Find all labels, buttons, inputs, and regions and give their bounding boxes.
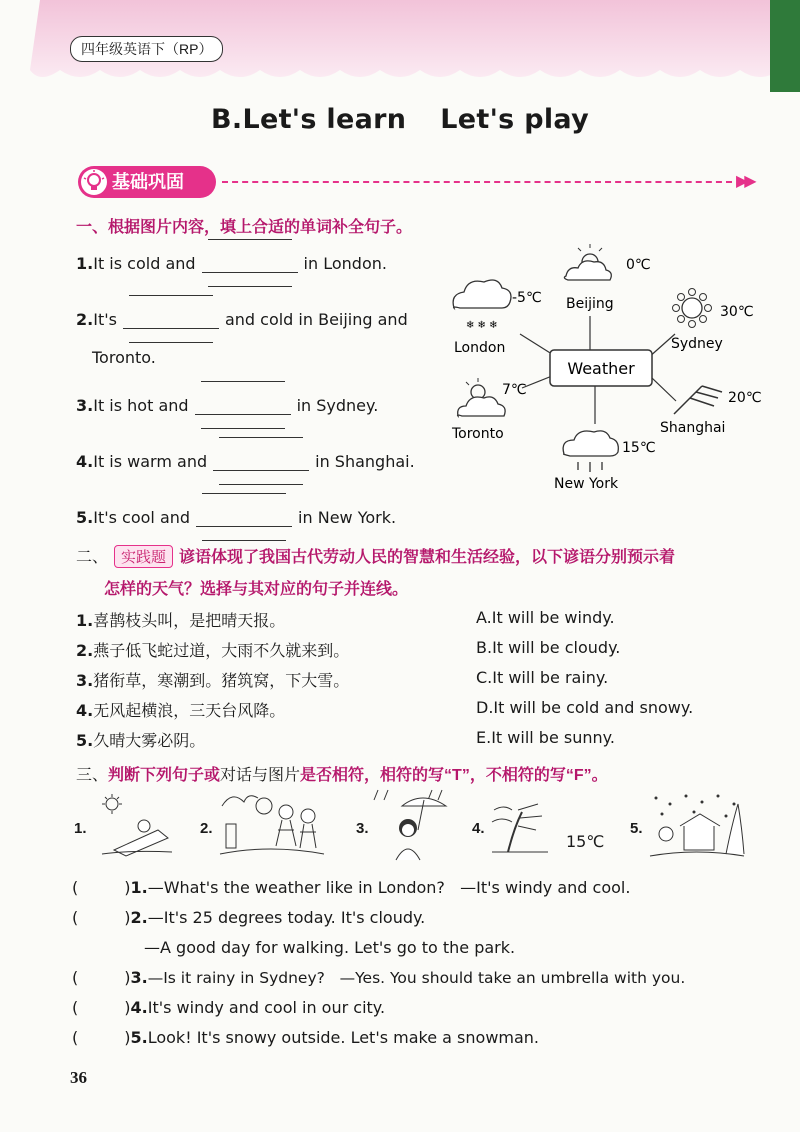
weather-option[interactable] — [476, 728, 615, 747]
option-letter: A. — [476, 608, 492, 627]
option-letter: D. — [476, 698, 494, 717]
proverb-text: 久晴大雾必阴。 — [93, 731, 206, 750]
toronto-sun-cloud-icon — [458, 378, 506, 416]
answer-blank[interactable] — [196, 509, 292, 527]
weather-option[interactable] — [476, 698, 693, 717]
item-number: 4. — [130, 998, 148, 1017]
section-badge: 基础巩固 — [78, 166, 216, 198]
beijing-sun-cloud-icon — [564, 244, 611, 280]
statement-text: —Is it rainy in Sydney? —Yes. You should take an umbrella with you. — [147, 969, 686, 987]
new-york-label: New York — [554, 476, 619, 492]
paren-close: ) — [124, 968, 131, 987]
q2-heading-cont: 怎样的天气？选择与其对应的句子并连线。 — [104, 581, 409, 598]
pic-number: 2. — [200, 820, 213, 837]
q2-label-line1: 谚语体现了我国古代劳动人民的智慧和生活经验，以下谚语分别预示着 — [179, 549, 676, 566]
weather-option[interactable] — [476, 638, 620, 657]
shanghai-temp: 20℃ — [728, 390, 762, 406]
item-text: in Sydney. — [296, 396, 379, 415]
sydney-sun-icon — [673, 289, 712, 328]
proverb-text: 燕子低飞蛇过道，大雨不久就来到。 — [93, 641, 350, 660]
option-letter: E. — [476, 728, 492, 747]
q2-heading — [76, 544, 675, 568]
item-text: in Shanghai. — [315, 452, 415, 471]
item-number: 1. — [130, 878, 148, 897]
windy-tree-picture — [488, 790, 552, 856]
option-text: It will be windy. — [491, 608, 615, 627]
proverb-text: 猪衔草，寒潮到。猪筑窝，下大雪。 — [93, 671, 350, 690]
q3-label-b: 对话与图片 — [220, 767, 301, 784]
proverb-text: 无风起横浪，三天台风降。 — [93, 701, 286, 720]
item-number: 5. — [130, 1028, 148, 1047]
option-letter: C. — [476, 668, 493, 687]
new-york-rain-cloud-icon — [563, 431, 618, 472]
pic4-temp: 15℃ — [566, 832, 605, 851]
q3-label-c: 是否相符，相符的写“T”，不相符的写“F”。 — [300, 767, 608, 784]
statement-row — [72, 1028, 539, 1047]
proverb-text: 喜鹊枝头叫，是把晴天报。 — [93, 611, 286, 630]
item-text: It's cool and — [93, 508, 191, 527]
q1-item-3 — [76, 396, 378, 415]
item-text: and cold in Beijing and — [224, 310, 408, 329]
toronto-temp: 7℃ — [502, 382, 527, 398]
paren-close: ) — [124, 1028, 131, 1047]
shanghai-label: Shanghai — [660, 420, 726, 436]
proverb-item — [76, 638, 349, 661]
item-number: 4. — [76, 452, 94, 471]
q3-label-a: 判断下列句子或 — [108, 767, 221, 784]
statement-text: —It's 25 degrees today. It's cloudy. — [147, 908, 426, 927]
statement-cont: —A good day for walking. Let's go to the park. — [144, 938, 516, 957]
q2-number: 二、 — [76, 549, 109, 566]
children-walking-picture — [216, 786, 328, 862]
pic-number: 3. — [356, 820, 369, 837]
q1-item-2-cont: Toronto. — [92, 348, 156, 367]
paren-open: ( — [72, 908, 79, 927]
answer-blank[interactable] — [202, 255, 298, 273]
weather-option[interactable] — [476, 608, 615, 627]
proverb-item — [76, 728, 205, 751]
arrows-icon: ▶▶ — [736, 173, 753, 190]
q1-item-5 — [76, 508, 396, 527]
answer-blank[interactable] — [213, 453, 309, 471]
option-text: It will be cold and snowy. — [493, 698, 694, 717]
paren-open: ( — [72, 878, 79, 897]
statement-row — [72, 968, 685, 987]
girl-umbrella-rain-picture — [372, 786, 452, 862]
paren-open: ( — [72, 968, 79, 987]
item-text: It is hot and — [93, 396, 189, 415]
title-part1: B.Let's learn — [211, 104, 407, 135]
sydney-temp: 30℃ — [720, 304, 754, 320]
answer-blank[interactable] — [195, 397, 291, 415]
item-text: It is warm and — [93, 452, 208, 471]
book-tag: 四年级英语下（RP） — [70, 36, 223, 62]
item-number: 5. — [76, 731, 94, 750]
practice-tag: 实践题 — [114, 545, 173, 568]
page-number: 36 — [70, 1068, 87, 1087]
paren-close: ) — [124, 998, 131, 1017]
item-number: 5. — [76, 508, 94, 527]
new-york-temp: 15℃ — [622, 440, 656, 456]
beijing-temp: 0℃ — [626, 257, 651, 273]
statement-row — [72, 908, 425, 927]
item-number: 3. — [130, 968, 148, 987]
q3-heading — [76, 762, 608, 785]
lightbulb-icon — [80, 168, 108, 196]
statement-row — [72, 998, 385, 1017]
option-text: It will be rainy. — [492, 668, 609, 687]
snowy-house-picture — [646, 790, 746, 860]
item-number: 1. — [76, 611, 94, 630]
paren-close: ) — [124, 878, 131, 897]
q1-item-2 — [76, 310, 408, 329]
weather-diagram — [440, 236, 780, 500]
london-temp: -5℃ — [512, 290, 542, 306]
pic-number: 4. — [472, 820, 485, 837]
svg-text:❄ ❄ ❄: ❄ ❄ ❄ — [466, 320, 498, 331]
section-divider — [222, 181, 732, 183]
item-number: 3. — [76, 396, 94, 415]
item-text: It's — [93, 310, 117, 329]
item-number: 2. — [76, 310, 94, 329]
option-letter: B. — [476, 638, 493, 657]
beijing-label: Beijing — [566, 296, 614, 312]
title-part2: Let's play — [440, 104, 589, 135]
item-number: 2. — [130, 908, 148, 927]
proverb-item — [76, 668, 349, 691]
london-label: London — [454, 340, 506, 356]
statement-text: —What's the weather like in London? —It's windy and cool. — [147, 878, 631, 897]
q1-item-4 — [76, 452, 415, 471]
item-number: 2. — [76, 641, 94, 660]
proverb-item — [76, 698, 285, 721]
paren-open: ( — [72, 1028, 79, 1047]
statement-text: It's windy and cool in our city. — [147, 998, 386, 1017]
sydney-label: Sydney — [671, 336, 723, 352]
paren-close: ) — [124, 908, 131, 927]
pic-number: 5. — [630, 820, 643, 837]
answer-blank[interactable] — [123, 311, 219, 329]
pic-number: 1. — [74, 820, 87, 837]
item-number: 4. — [76, 701, 94, 720]
q3-number: 三、 — [76, 767, 109, 784]
item-number: 3. — [76, 671, 94, 690]
proverb-item — [76, 608, 285, 631]
beach-sunbathing-picture — [92, 790, 178, 860]
option-text: It will be cloudy. — [492, 638, 621, 657]
q1-item-1 — [76, 254, 387, 273]
statement-text: Look! It's snowy outside. Let's make a snowman. — [147, 1028, 540, 1047]
toronto-label: Toronto — [452, 426, 504, 442]
page-title — [0, 104, 800, 135]
option-text: It will be sunny. — [491, 728, 615, 747]
weather-option[interactable] — [476, 668, 608, 687]
weather-center-label: Weather — [567, 359, 635, 378]
london-snow-cloud-icon — [453, 280, 511, 331]
item-number: 1. — [76, 254, 94, 273]
shanghai-wind-icon — [674, 386, 722, 414]
statement-row — [72, 878, 630, 897]
paren-open: ( — [72, 998, 79, 1017]
item-text: in New York. — [298, 508, 397, 527]
q1-heading: 一、根据图片内容，填上合适的单词补全句子。 — [76, 219, 413, 236]
item-text: in London. — [303, 254, 387, 273]
item-text: It is cold and — [93, 254, 196, 273]
